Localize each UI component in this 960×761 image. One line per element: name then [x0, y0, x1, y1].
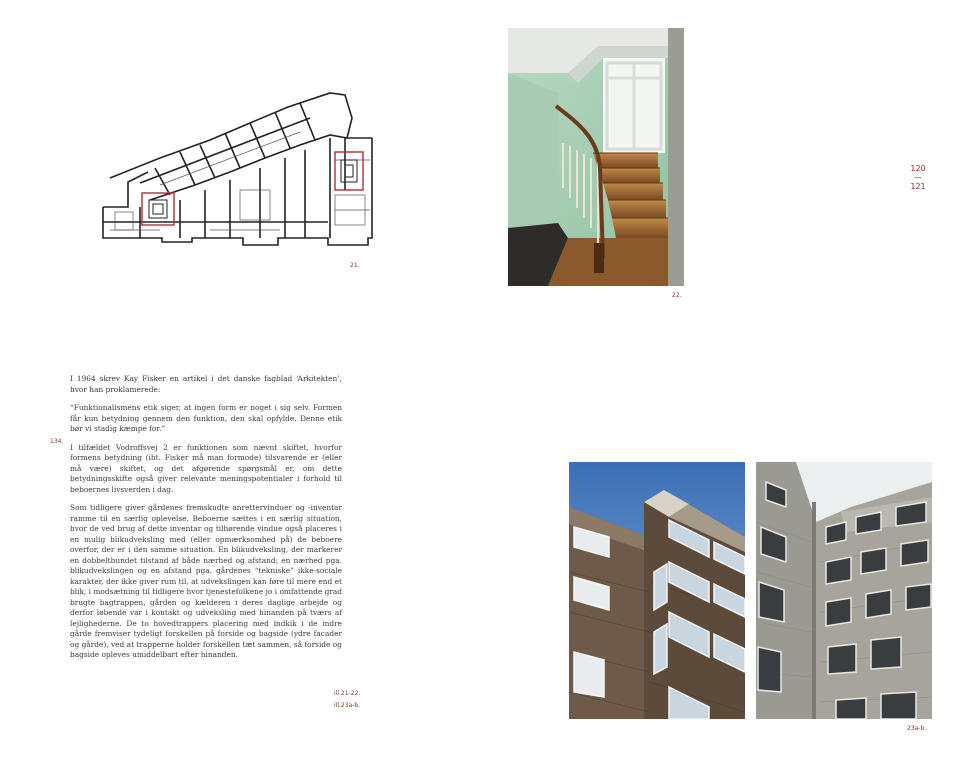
facade-brick-photo: [569, 462, 745, 719]
page-number-dash: —: [914, 173, 922, 182]
caption-fig-23: 23a-b.: [907, 725, 927, 732]
caption-fig-22: 22.: [672, 292, 682, 299]
paragraph-courtyard: Som tidligere giver gårdenes fremskudte anrettervinduer og -inventar ramme til en særlig oplevelse. Beboerne sættes i en særlig situation, hvor de ved brug af dette inventar og tilhørende vindue også placeres i en mulig blikudveksling med (eller opmærksomhed på) de beboere overfor, der er i den samme situation. En blikudveksling, der markerer en dobbeltbundet tilstand af både nærhed og afstand; en nærhed pga. blikudvekslingen og en afstand pga. gårdenes “tekniske” ikke-sociale karakter, der ikke giver rum til, at udvekslingen kan føre til mere end et blik, i modsætning til tidligere hvor tjenestefolkene jo i omfattende grad brugte bagtrappen, gården og kælderen i deres daglige arbejde og derfor løbende var i kontakt og udveksling med hinanden på tværs af lejlighederne. De to hovedtrappers placering med indkik i de indre gårde fremviser tydeligt forskellen på forside og bagside (ydre facader og gårde), ved at trapperne holder forskellen tæt sammen, så forside og bagside opleves umiddelbart efter hinanden.: [70, 503, 342, 659]
floor-plan-drawing: [100, 90, 375, 250]
paragraph-quote: “Funktionalismens etik siger, at ingen form er noget i sig selv. Formen får kun betydning gennem den funktion, den skal opfylde. Denne etik bør vi stadig kæmpe for.”: [70, 403, 342, 433]
margin-note-ill-23: ill.23a-b.: [334, 702, 361, 709]
margin-note-ill-21-22: ill.21-22.: [334, 690, 361, 697]
stairwell-photo: [508, 28, 684, 286]
page-numbers: [905, 164, 931, 191]
courtyard-photo: [756, 462, 932, 719]
page-number-left: 120: [910, 164, 926, 173]
caption-fig-21: 21.: [350, 262, 360, 269]
body-text: [70, 374, 342, 669]
margin-note-134: 134.: [50, 438, 64, 445]
paragraph-function: I tilfældet Vodroffsvej 2 er funktionen som nævnt skiftet, hvorfor formens betydning (iht. Fisker må man formode) tilsvarende er (eller må være) skiftet, og det afgørende spørgsmål er, om dette betydningsskifte også giver relevante meningspotentialer i forhold til beboernes livsverden i dag.: [70, 442, 342, 494]
page-number-right: 121: [910, 182, 926, 191]
paragraph-intro: I 1964 skrev Kay Fisker en artikel i det danske fagblad ‘Arkitekten’, hvor han proklamerede:: [70, 374, 342, 394]
